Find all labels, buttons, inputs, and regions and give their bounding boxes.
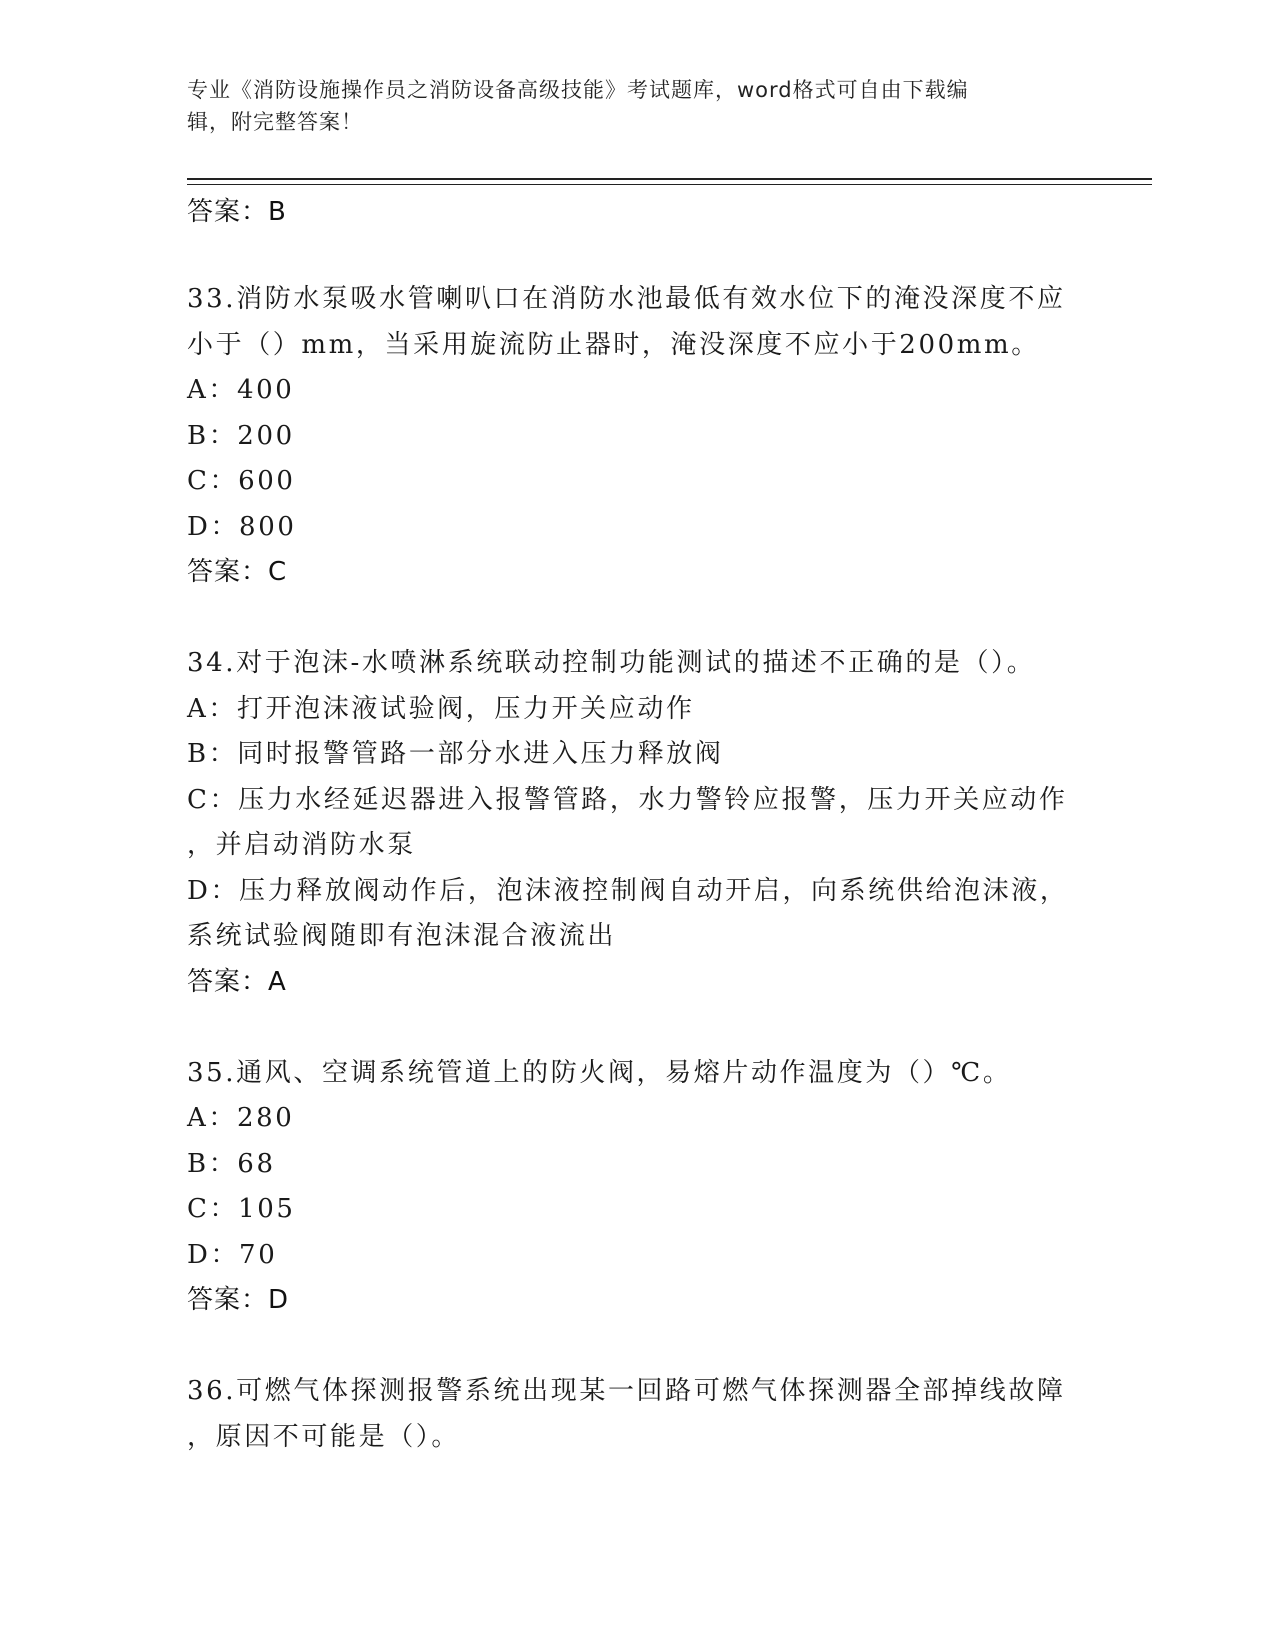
answer-option: C：压力水经延迟器进入报警管路，水力警铃应报警，压力开关应动作	[187, 784, 1068, 815]
correct-answer: 答案：A	[187, 966, 287, 997]
header-divider-thick	[187, 178, 1152, 180]
header-line-1: 专业《消防设施操作员之消防设备高级技能》考试题库，word格式可自由下载编	[187, 78, 969, 102]
answer-option: A：400	[187, 375, 295, 405]
question-list	[187, 190, 1087, 1460]
answer-option: C：600	[187, 466, 296, 496]
previous-answer: 答案：B	[187, 197, 287, 227]
answer-option: B：68	[187, 1148, 276, 1179]
question-stem: ，原因不可能是（）。	[187, 1421, 461, 1452]
answer-option: C：105	[187, 1194, 296, 1224]
answer-option: D：压力释放阀动作后，泡沫液控制阀自动开启，向系统供给泡沫液，	[187, 875, 1069, 906]
question-block	[187, 1369, 1087, 1460]
answer-option: D：70	[187, 1239, 278, 1270]
header-divider-thin	[187, 184, 1152, 185]
header-line-2: 辑，附完整答案！	[187, 110, 363, 134]
question-stem: 36.可燃气体探测报警系统出现某一回路可燃气体探测器全部掉线故障	[187, 1376, 1066, 1406]
question-block	[187, 641, 1087, 1005]
answer-option: D：800	[187, 511, 297, 542]
answer-option: B：同时报警管路一部分水进入压力释放阀	[187, 739, 724, 769]
question-block	[187, 277, 1087, 595]
question-stem: 35.通风、空调系统管道上的防火阀，易熔片动作温度为（）℃。	[187, 1057, 1012, 1088]
question-stem: 34.对于泡沫-水喷淋系统联动控制功能测试的描述不正确的是（）。	[187, 648, 1036, 678]
answer-option: ，并启动消防水泵	[187, 830, 416, 860]
correct-answer: 答案：C	[187, 557, 288, 587]
answer-option: B：200	[187, 420, 295, 451]
question-stem: 33.消防水泵吸水管喇叭口在消防水池最低有效水位下的淹没深度不应	[187, 284, 1066, 314]
question-block	[187, 1051, 1087, 1324]
question-stem: 小于（）mm，当采用旋流防止器时，淹没深度不应小于200mm。	[187, 329, 1040, 360]
answer-option: A：280	[187, 1103, 295, 1133]
answer-option: A：打开泡沫液试验阀，压力开关应动作	[187, 693, 695, 724]
correct-answer: 答案：D	[187, 1285, 290, 1315]
answer-option: 系统试验阀随即有泡沫混合液流出	[187, 921, 617, 951]
document-header	[187, 74, 1067, 138]
